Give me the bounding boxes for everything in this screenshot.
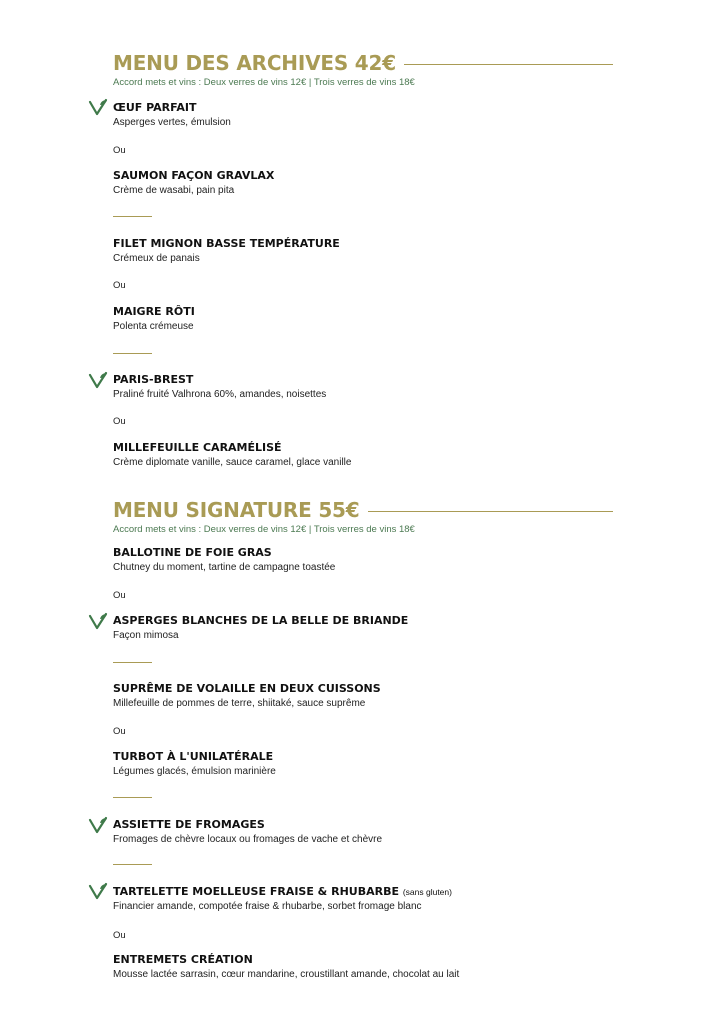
- leaf-v-icon: [88, 371, 108, 389]
- or-label: Ou: [113, 145, 126, 156]
- dish-description: Façon mimosa: [113, 630, 179, 641]
- course-separator: [113, 662, 152, 663]
- dish-item: [113, 441, 633, 468]
- dish-name: ENTREMETS CRÉATION: [113, 953, 253, 966]
- or-label: Ou: [113, 416, 126, 427]
- dish-name-text: TARTELETTE MOELLEUSE FRAISE & RHUBARBE: [113, 885, 399, 898]
- dish-name: FILET MIGNON BASSE TEMPÉRATURE: [113, 237, 340, 250]
- dish-description: Crémeux de panais: [113, 253, 200, 264]
- leaf-v-icon: [88, 816, 108, 834]
- menu-archives-header: [113, 50, 613, 88]
- wine-pairing: Accord mets et vins : Deux verres de vins 12€ | Trois verres de vins 18€: [113, 77, 415, 88]
- wine-pairing: Accord mets et vins : Deux verres de vins 12€ | Trois verres de vins 18€: [113, 524, 415, 535]
- leaf-v-icon: [88, 98, 108, 116]
- dish-item: [113, 818, 633, 845]
- title-rule: [368, 511, 614, 512]
- dish-item: [113, 237, 633, 264]
- dish-name: TURBOT À L'UNILATÉRALE: [113, 750, 274, 763]
- dish-name: ASPERGES BLANCHES DE LA BELLE DE BRIANDE: [113, 614, 409, 627]
- dish-name: SUPRÊME DE VOLAILLE EN DEUX CUISSONS: [113, 682, 381, 695]
- leaf-v-icon: [88, 882, 108, 900]
- dish-item: [113, 750, 633, 777]
- dish-name: SAUMON FAÇON GRAVLAX: [113, 169, 275, 182]
- menu-title: MENU DES ARCHIVES 42€: [113, 51, 396, 75]
- leaf-v-icon: [88, 612, 108, 630]
- course-separator: [113, 353, 152, 354]
- menu-title: MENU SIGNATURE 55€: [113, 498, 360, 522]
- course-separator: [113, 864, 152, 865]
- dish-item: [113, 885, 633, 912]
- dish-description: Légumes glacés, émulsion marinière: [113, 766, 276, 777]
- dish-name: BALLOTINE DE FOIE GRAS: [113, 546, 272, 559]
- course-separator: [113, 797, 152, 798]
- dish-description: Chutney du moment, tartine de campagne toastée: [113, 562, 336, 573]
- dish-description: Financier amande, compotée fraise & rhubarbe, sorbet fromage blanc: [113, 901, 422, 912]
- dish-description: Crème de wasabi, pain pita: [113, 185, 235, 196]
- dish-name: MILLEFEUILLE CARAMÉLISÉ: [113, 441, 282, 454]
- dish-item: [113, 614, 633, 641]
- dish-description: Mousse lactée sarrasin, cœur mandarine, croustillant amande, chocolat au lait: [113, 969, 460, 980]
- course-separator: [113, 216, 152, 217]
- dish-name: PARIS-BREST: [113, 373, 194, 386]
- dish-note: (sans gluten): [402, 887, 452, 897]
- dish-item: [113, 953, 633, 980]
- or-label: Ou: [113, 280, 126, 291]
- dish-item: [113, 305, 633, 332]
- dish-description: Crème diplomate vanille, sauce caramel, glace vanille: [113, 457, 352, 468]
- dish-description: Asperges vertes, émulsion: [113, 117, 231, 128]
- or-label: Ou: [113, 726, 126, 737]
- dish-item: [113, 169, 633, 196]
- menu-signature-header: [113, 497, 613, 535]
- dish-item: [113, 546, 633, 573]
- dish-description: Fromages de chèvre locaux ou fromages de vache et chèvre: [113, 834, 383, 845]
- or-label: Ou: [113, 590, 126, 601]
- dish-name: ASSIETTE DE FROMAGES: [113, 818, 265, 831]
- dish-name: MAIGRE RÔTI: [113, 305, 195, 318]
- dish-item: [113, 101, 633, 128]
- dish-item: [113, 682, 633, 709]
- dish-name: [113, 885, 633, 898]
- dish-description: Polenta crémeuse: [113, 321, 194, 332]
- or-label: Ou: [113, 930, 126, 941]
- title-rule: [404, 64, 613, 65]
- dish-name: ŒUF PARFAIT: [113, 101, 197, 114]
- dish-description: Praliné fruité Valhrona 60%, amandes, noisettes: [113, 389, 327, 400]
- dish-description: Millefeuille de pommes de terre, shiitaké, sauce suprême: [113, 698, 366, 709]
- dish-item: [113, 373, 633, 400]
